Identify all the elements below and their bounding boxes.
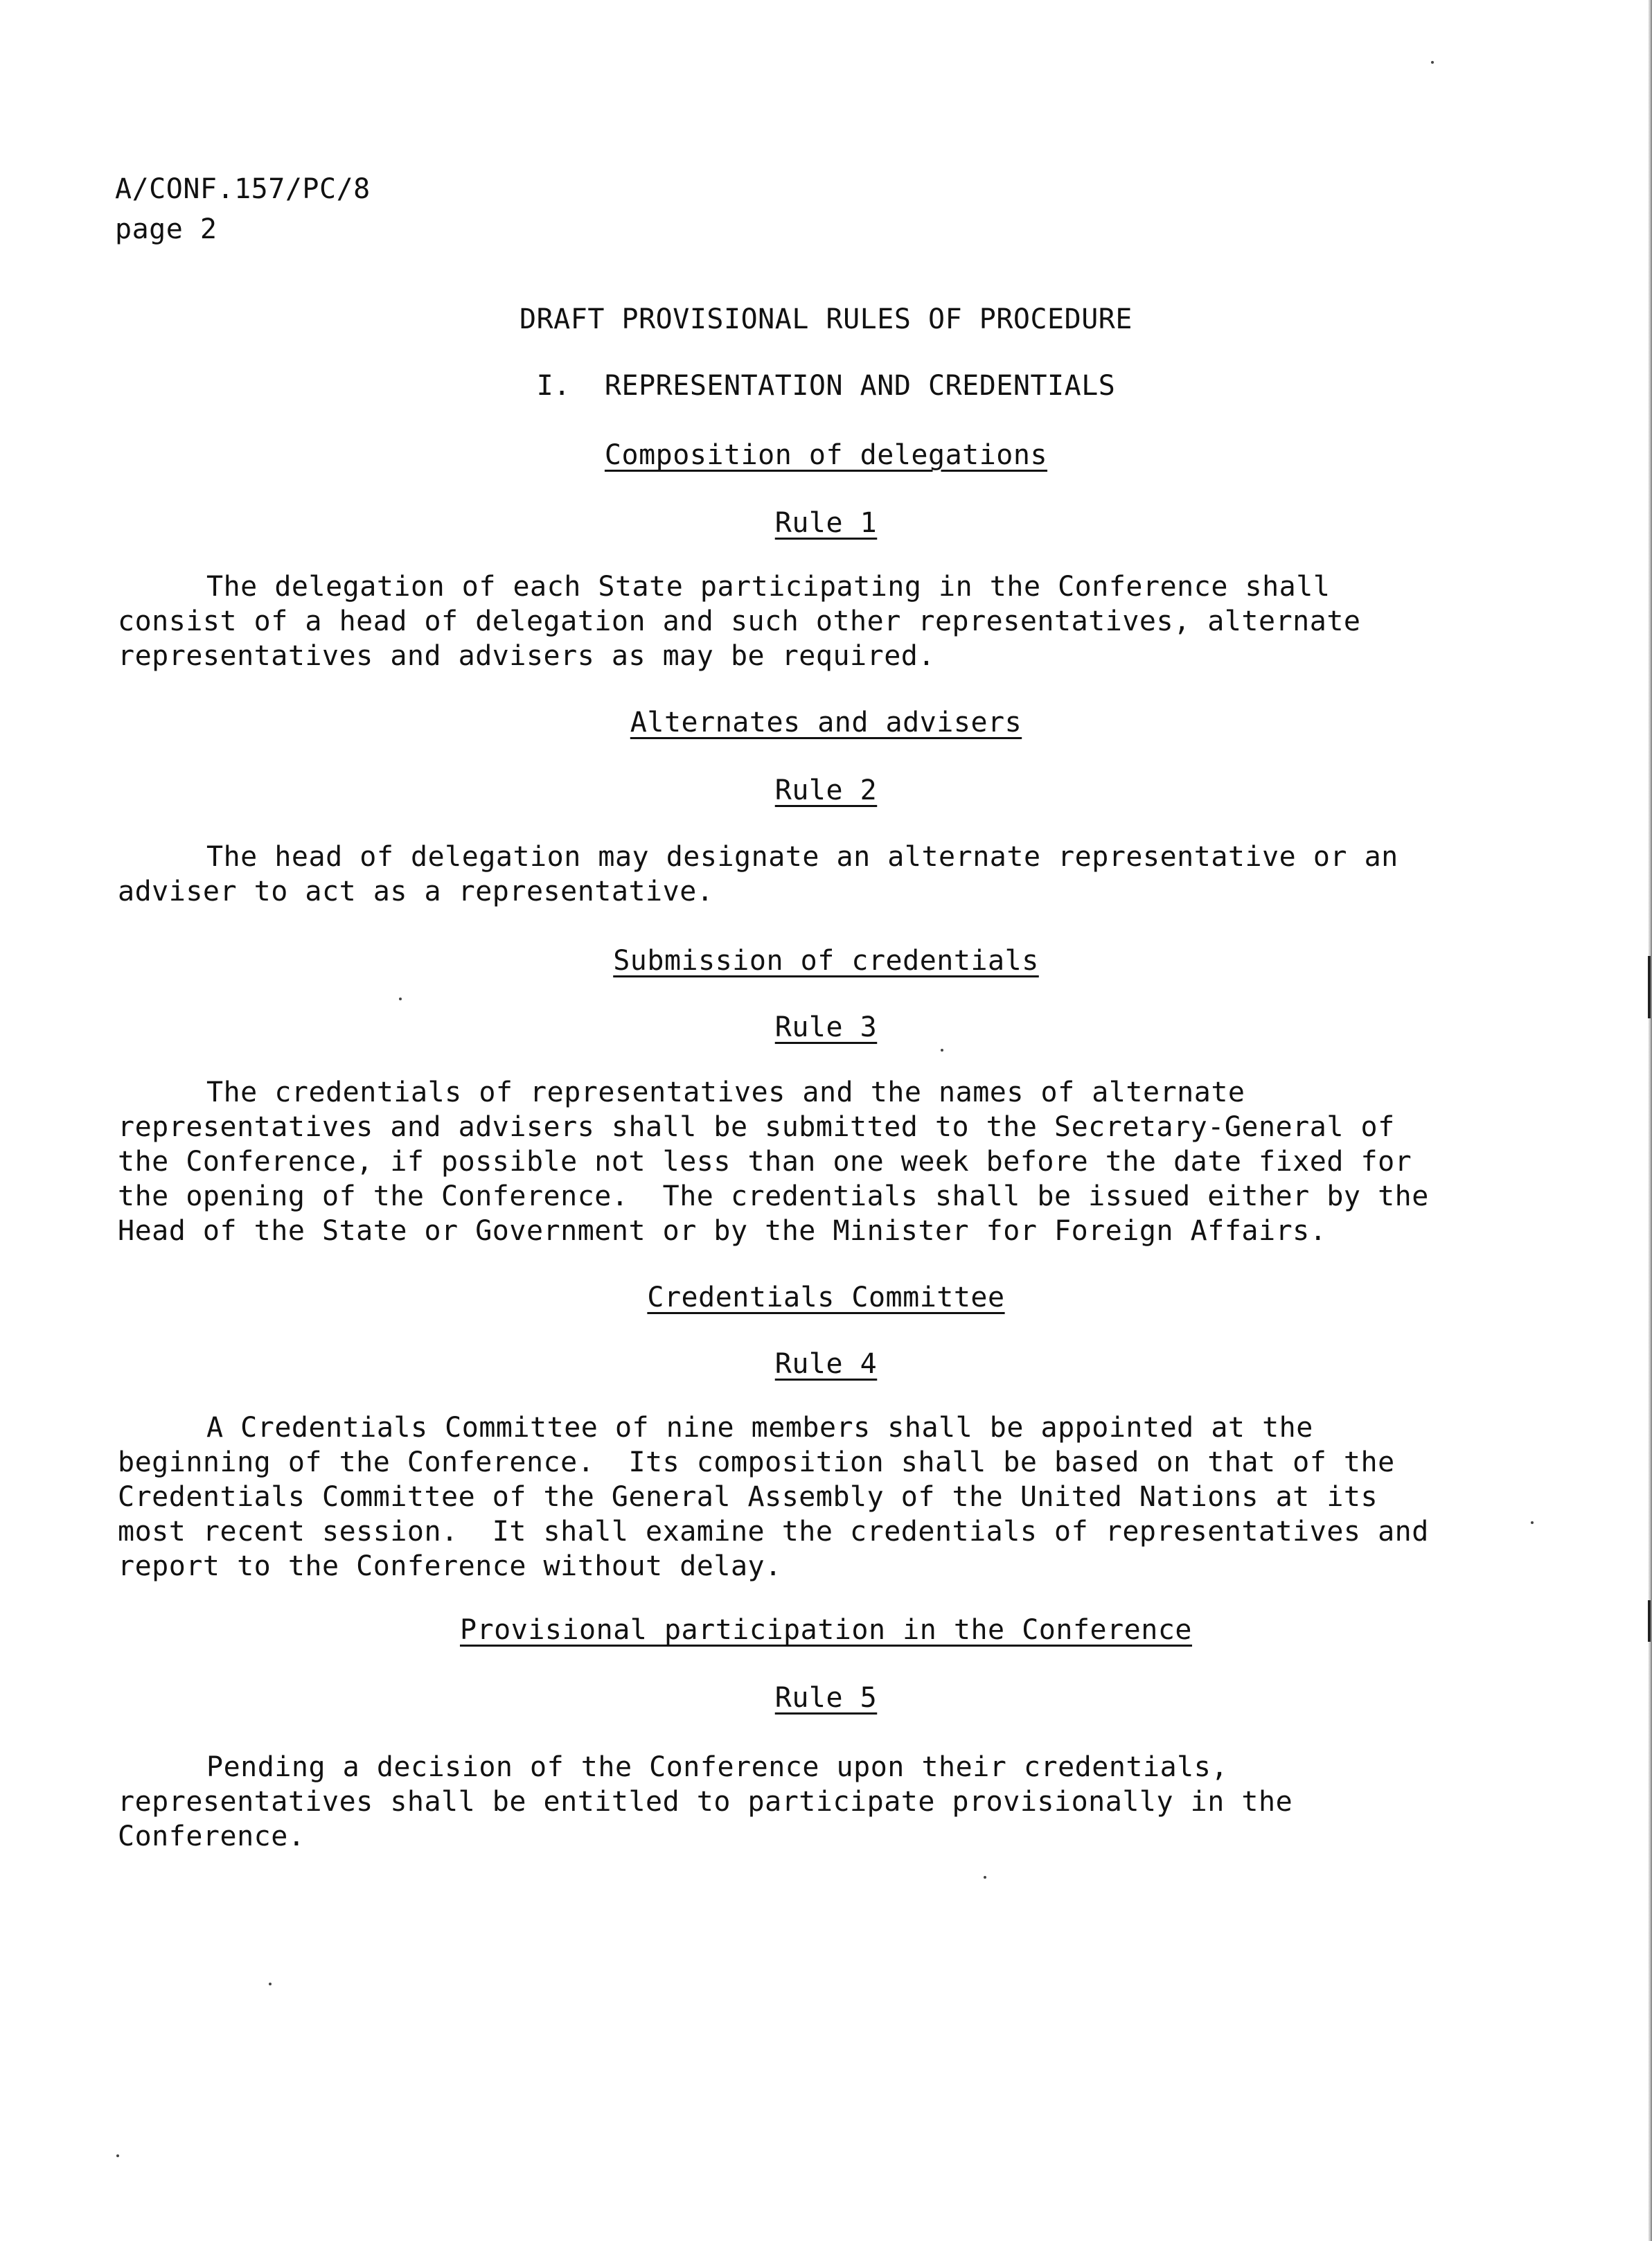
- document-title: DRAFT PROVISIONAL RULES OF PROCEDURE: [519, 303, 1133, 335]
- scan-speck: [116, 2154, 119, 2157]
- paragraph-line: The head of delegation may designate an alternate representative or an: [206, 841, 1398, 873]
- paragraph-line: Head of the State or Government or by the Minister for Foreign Affairs.: [118, 1215, 1327, 1247]
- rule-4-label: Rule 4: [774, 1348, 878, 1380]
- section-heading-alternates: Alternates and advisers: [630, 707, 1022, 738]
- paragraph-line: the opening of the Conference. The credentials shall be issued either by the: [118, 1180, 1429, 1212]
- rule-5-label: Rule 5: [774, 1682, 878, 1714]
- paragraph-line: Conference.: [118, 1821, 305, 1852]
- rule-3-text: [118, 1075, 1434, 1248]
- paragraph-line: representatives and advisers as may be required.: [118, 640, 935, 672]
- document-symbol: A/CONF.157/PC/8: [115, 173, 371, 205]
- paragraph-line: The delegation of each State participating in the Conference shall: [206, 571, 1331, 603]
- paragraph-line: beginning of the Conference. Its composition shall be based on that of the: [118, 1446, 1395, 1478]
- paragraph-line: Pending a decision of the Conference upon their credentials,: [206, 1751, 1228, 1783]
- rule-4-text: [118, 1410, 1434, 1584]
- scan-speck: [399, 998, 402, 1000]
- paragraph-line: The credentials of representatives and the names of alternate: [206, 1077, 1245, 1108]
- chapter-heading: I. REPRESENTATION AND CREDENTIALS: [536, 370, 1116, 402]
- rule-2-text: [118, 840, 1434, 909]
- section-heading-composition: Composition of delegations: [604, 439, 1048, 471]
- paragraph-line: A Credentials Committee of nine members shall be appointed at the: [206, 1412, 1313, 1444]
- section-heading-submission: Submission of credentials: [613, 945, 1039, 977]
- scan-speck: [1531, 1521, 1534, 1524]
- paragraph-line: representatives and advisers shall be submitted to the Secretary-General of: [118, 1111, 1395, 1143]
- rule-5-text: [118, 1750, 1434, 1854]
- paragraph-line: adviser to act as a representative.: [118, 876, 714, 907]
- scan-speck: [941, 1049, 943, 1052]
- paragraph-line: most recent session. It shall examine the credentials of representatives and: [118, 1516, 1429, 1548]
- paragraph-line: report to the Conference without delay.: [118, 1550, 782, 1582]
- scan-speck: [269, 1983, 272, 1985]
- rule-2-label: Rule 2: [774, 774, 878, 806]
- rule-1-text: [118, 569, 1434, 673]
- section-heading-provisional-participation: Provisional participation in the Conference: [459, 1614, 1193, 1646]
- page-number: page 2: [115, 213, 217, 245]
- paragraph-line: representatives shall be entitled to participate provisionally in the: [118, 1786, 1293, 1818]
- scan-edge-mark: [1648, 1600, 1651, 1642]
- scan-edge-mark: [1648, 956, 1651, 1018]
- paragraph-line: consist of a head of delegation and such other representatives, alternate: [118, 605, 1361, 637]
- rule-1-label: Rule 1: [774, 507, 878, 539]
- scan-speck: [1431, 61, 1434, 64]
- scan-edge-shadow: [1648, 0, 1652, 2241]
- rule-3-label: Rule 3: [774, 1011, 878, 1043]
- paragraph-line: Credentials Committee of the General Assembly of the United Nations at its: [118, 1481, 1378, 1513]
- paragraph-line: the Conference, if possible not less than one week before the date fixed for: [118, 1146, 1412, 1178]
- section-heading-credentials-committee: Credentials Committee: [647, 1282, 1005, 1313]
- scan-speck: [984, 1876, 986, 1879]
